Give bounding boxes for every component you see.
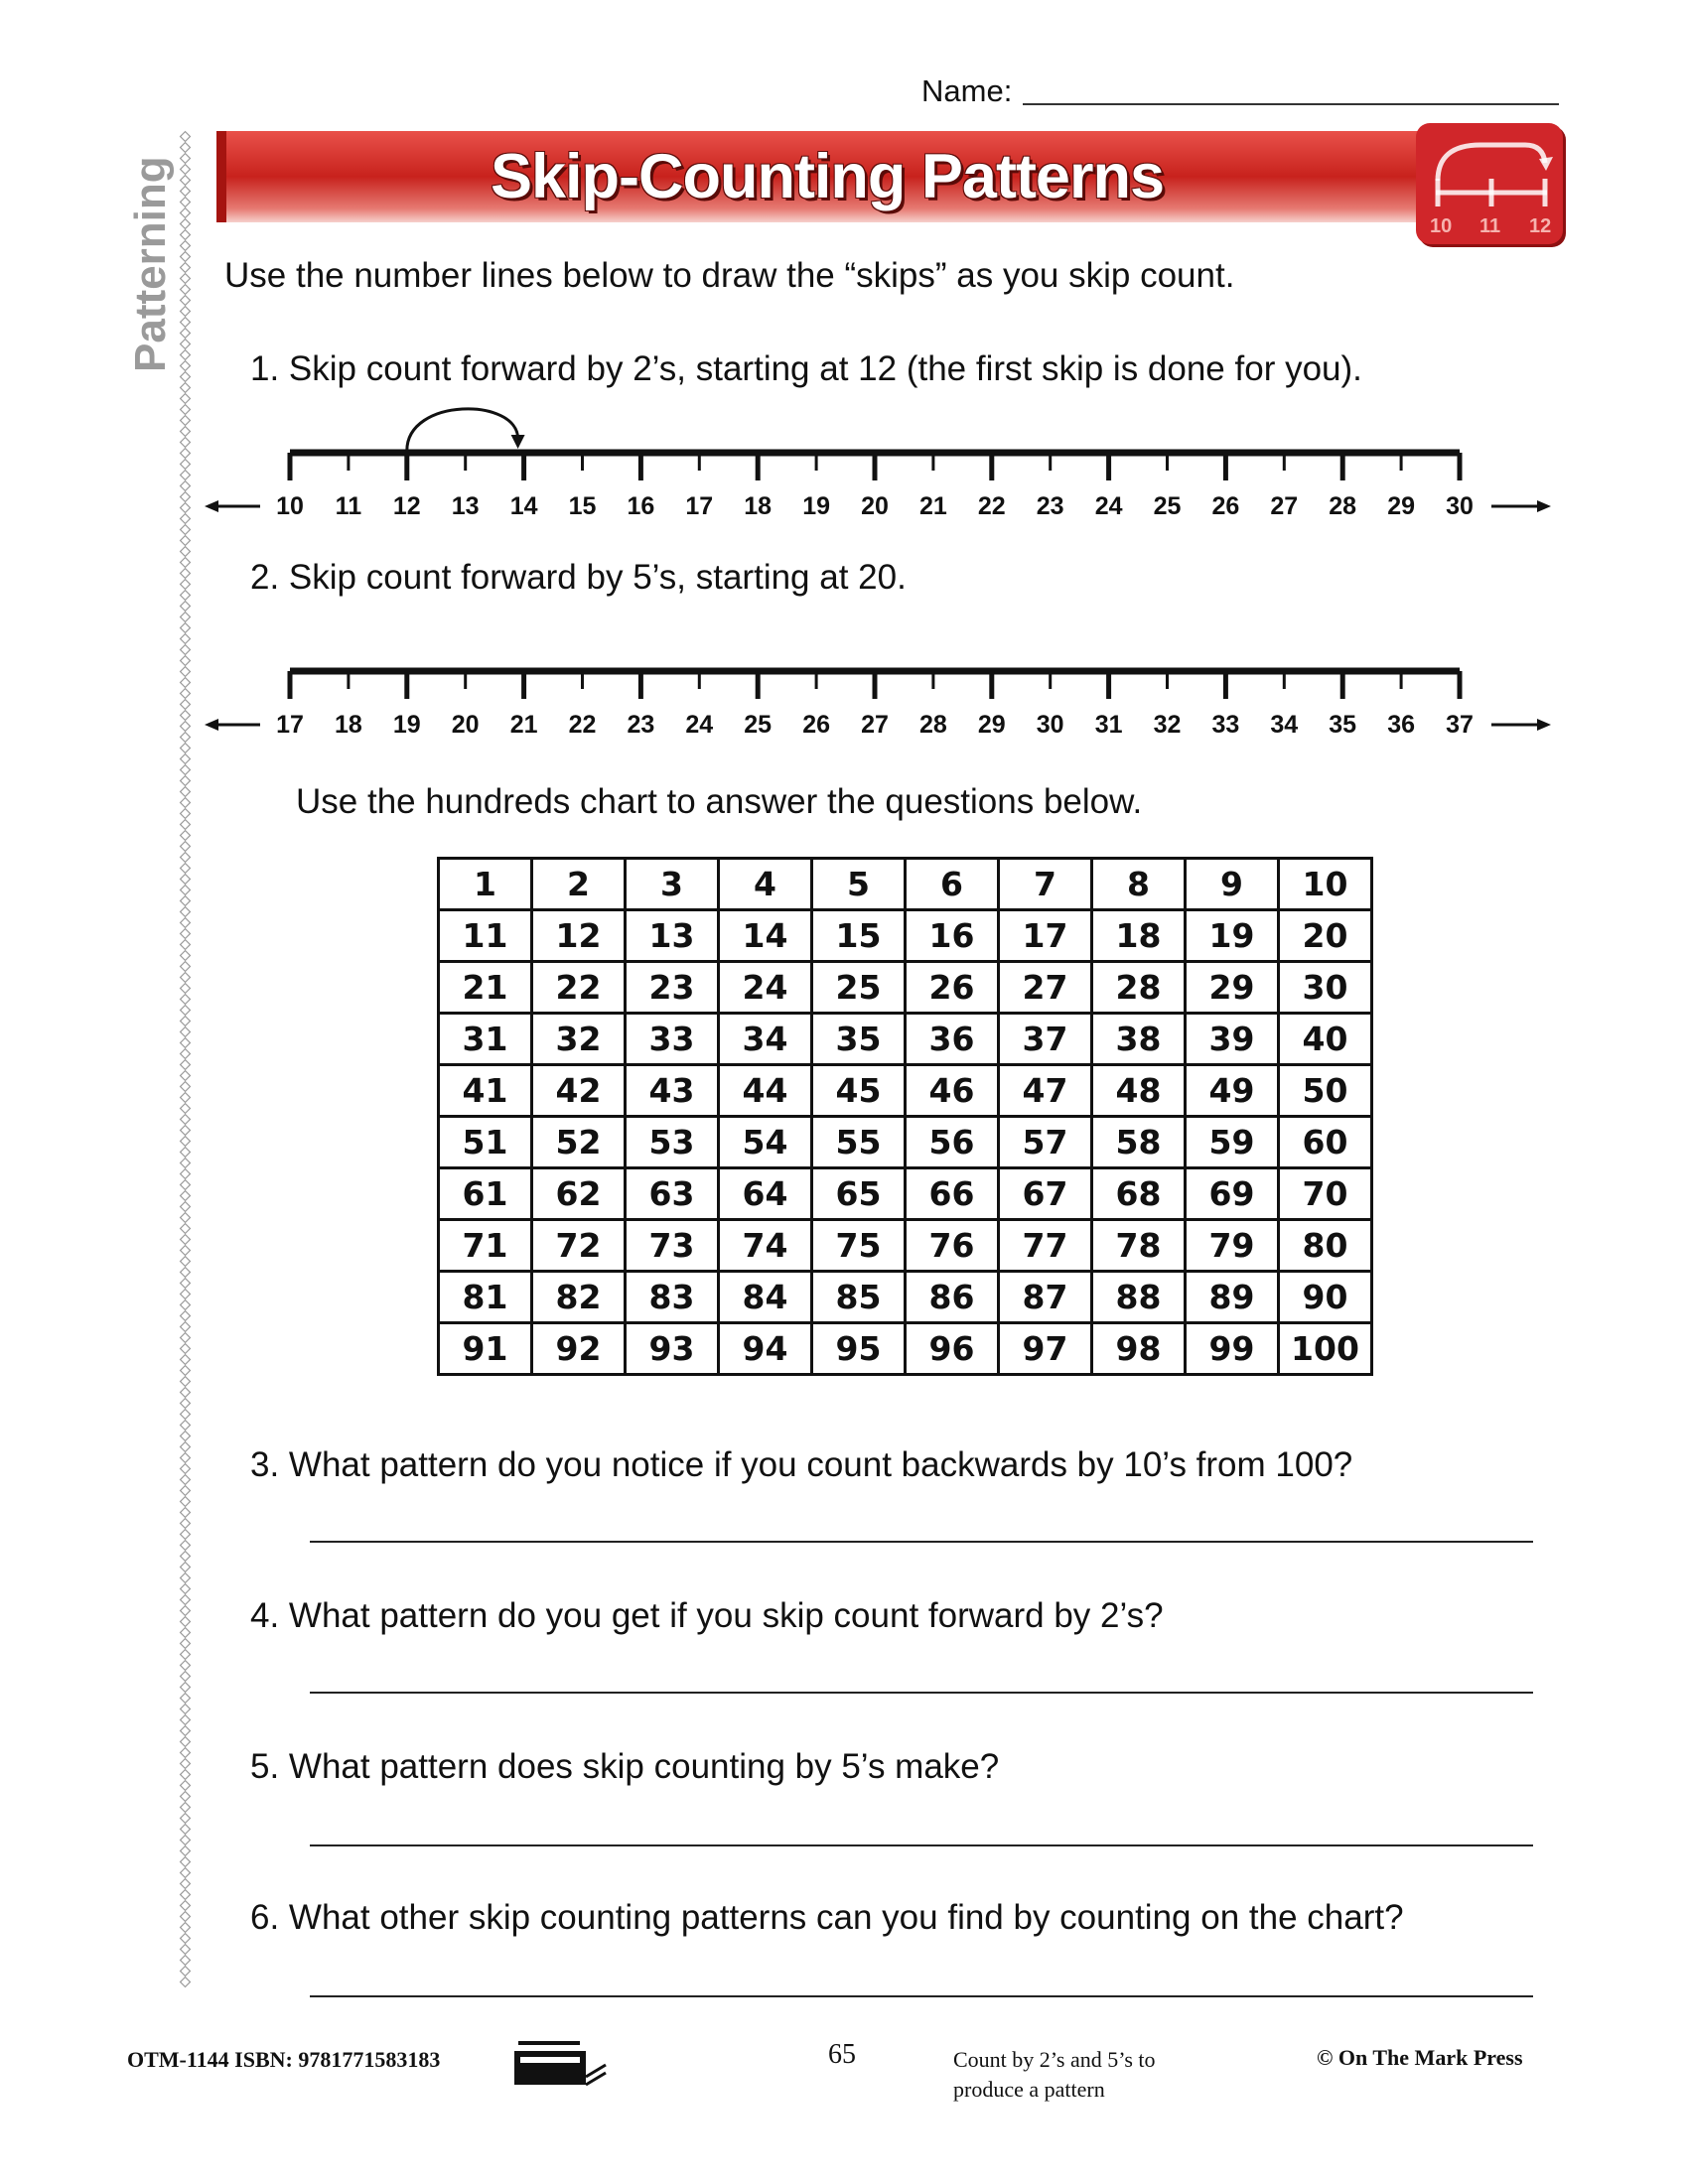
chart-cell[interactable]: 96 [906, 1323, 999, 1375]
number-line-2-tick-label: 21 [509, 711, 538, 739]
chart-cell[interactable]: 82 [532, 1272, 626, 1323]
chart-cell[interactable]: 39 [1186, 1014, 1279, 1065]
chart-row [439, 1117, 1372, 1168]
chart-cell[interactable]: 52 [532, 1117, 626, 1168]
number-line-2-tick-label: 25 [744, 711, 773, 739]
copier-icon [510, 2035, 610, 2100]
chart-cell[interactable]: 69 [1186, 1168, 1279, 1220]
chart-row [439, 1220, 1372, 1272]
number-line-1-tick-label: 23 [1036, 492, 1064, 520]
left-arrow-icon [205, 500, 260, 512]
name-field-line[interactable] [1023, 103, 1559, 105]
chart-cell[interactable]: 18 [1092, 910, 1186, 962]
number-line-1-tick-label: 15 [568, 492, 597, 520]
page-number: 65 [828, 2039, 856, 2070]
chart-cell[interactable]: 37 [999, 1014, 1092, 1065]
chart-cell[interactable]: 67 [999, 1168, 1092, 1220]
objective-line-1: Count by 2’s and 5’s to [953, 2047, 1156, 2072]
number-line-1-tick-label: 11 [335, 492, 362, 520]
number-line-1-tick-label: 16 [627, 492, 655, 520]
chart-cell[interactable]: 45 [812, 1065, 906, 1117]
chart-cell[interactable]: 57 [999, 1117, 1092, 1168]
answer-line-4[interactable] [310, 1692, 1533, 1694]
question-6: 6. What other skip counting patterns can you find by counting on the chart? [250, 1898, 1404, 1937]
chart-cell[interactable]: 16 [906, 910, 999, 962]
chart-cell[interactable]: 46 [906, 1065, 999, 1117]
chart-cell[interactable]: 22 [532, 962, 626, 1014]
chart-cell[interactable]: 33 [626, 1014, 719, 1065]
chart-cell[interactable]: 1 [439, 859, 532, 910]
chart-cell[interactable]: 77 [999, 1220, 1092, 1272]
chart-cell[interactable]: 78 [1092, 1220, 1186, 1272]
chart-cell[interactable]: 65 [812, 1168, 906, 1220]
number-line-2-tick-label: 34 [1270, 711, 1299, 739]
chart-cell[interactable]: 74 [719, 1220, 812, 1272]
chart-cell[interactable]: 53 [626, 1117, 719, 1168]
chart-cell[interactable]: 48 [1092, 1065, 1186, 1117]
number-line-1-tick-label: 12 [392, 492, 421, 520]
chart-cell[interactable]: 71 [439, 1220, 532, 1272]
hundreds-chart [437, 857, 1373, 1376]
number-line-1-tick-label: 13 [451, 492, 480, 520]
chart-cell[interactable]: 85 [812, 1272, 906, 1323]
chart-cell[interactable]: 30 [1279, 962, 1372, 1014]
number-line-1-tick-label: 17 [685, 492, 714, 520]
chart-cell[interactable]: 24 [719, 962, 812, 1014]
number-line-2-tick-label: 28 [918, 711, 947, 739]
chart-cell[interactable]: 80 [1279, 1220, 1372, 1272]
chart-cell[interactable]: 12 [532, 910, 626, 962]
number-line-1-tick-label: 14 [509, 492, 538, 520]
chart-cell[interactable]: 89 [1186, 1272, 1279, 1323]
decorative-chain-border [177, 127, 197, 1993]
chart-cell[interactable]: 72 [532, 1220, 626, 1272]
chart-cell[interactable]: 38 [1092, 1014, 1186, 1065]
number-line-2-tick-label: 20 [451, 711, 480, 739]
right-arrow-icon [1491, 719, 1551, 731]
chart-cell[interactable]: 60 [1279, 1117, 1372, 1168]
chart-cell[interactable]: 90 [1279, 1272, 1372, 1323]
number-line-2[interactable] [199, 655, 1559, 754]
chart-cell[interactable]: 51 [439, 1117, 532, 1168]
number-line-icon [1416, 123, 1563, 244]
answer-line-5[interactable] [310, 1844, 1533, 1846]
chart-cell[interactable]: 4 [719, 859, 812, 910]
chart-cell[interactable]: 92 [532, 1323, 626, 1375]
example-skip-arc [407, 409, 525, 451]
chart-cell[interactable]: 28 [1092, 962, 1186, 1014]
chart-cell[interactable]: 6 [906, 859, 999, 910]
chart-row [439, 1272, 1372, 1323]
chart-cell[interactable]: 91 [439, 1323, 532, 1375]
chart-cell[interactable]: 73 [626, 1220, 719, 1272]
chart-row [439, 910, 1372, 962]
chart-cell[interactable]: 17 [999, 910, 1092, 962]
number-line-1-svg [199, 397, 1559, 536]
copyright: © On The Mark Press [1317, 2045, 1523, 2070]
chart-cell[interactable]: 79 [1186, 1220, 1279, 1272]
chart-cell[interactable]: 98 [1092, 1323, 1186, 1375]
question-2: 2. Skip count forward by 5’s, starting at 20. [250, 558, 907, 597]
chart-cell[interactable]: 54 [719, 1117, 812, 1168]
side-label-text: Patterning [126, 156, 175, 372]
chart-cell[interactable]: 84 [719, 1272, 812, 1323]
chart-cell[interactable]: 68 [1092, 1168, 1186, 1220]
chart-cell[interactable]: 42 [532, 1065, 626, 1117]
objective-line-2: produce a pattern [953, 2077, 1105, 2102]
number-line-2-tick-label: 22 [568, 711, 597, 739]
chart-cell[interactable]: 64 [719, 1168, 812, 1220]
chart-cell[interactable]: 3 [626, 859, 719, 910]
number-line-1-tick-label: 25 [1153, 492, 1182, 520]
chart-cell[interactable]: 14 [719, 910, 812, 962]
number-line-2-tick-label: 37 [1446, 711, 1474, 739]
number-line-1-tick-label: 29 [1387, 492, 1416, 520]
number-line-2-tick-label: 29 [977, 711, 1006, 739]
number-line-2-tick-label: 32 [1153, 711, 1182, 739]
chart-cell[interactable]: 43 [626, 1065, 719, 1117]
chart-cell[interactable]: 83 [626, 1272, 719, 1323]
number-line-2-tick-label: 17 [276, 711, 304, 739]
icon-number-3: 12 [1529, 215, 1552, 237]
right-arrow-icon [1491, 500, 1551, 512]
chart-cell[interactable]: 81 [439, 1272, 532, 1323]
chart-cell[interactable]: 70 [1279, 1168, 1372, 1220]
chart-cell[interactable]: 19 [1186, 910, 1279, 962]
number-line-1-tick-label: 21 [918, 492, 947, 520]
chart-cell[interactable]: 50 [1279, 1065, 1372, 1117]
question-5: 5. What pattern does skip counting by 5’s make? [250, 1747, 1000, 1786]
number-line-2-tick-label: 23 [627, 711, 655, 739]
chart-cell[interactable]: 95 [812, 1323, 906, 1375]
chart-cell[interactable]: 58 [1092, 1117, 1186, 1168]
chart-cell[interactable]: 59 [1186, 1117, 1279, 1168]
chart-cell[interactable]: 66 [906, 1168, 999, 1220]
number-line-1-tick-label: 26 [1211, 492, 1240, 520]
chart-row [439, 1065, 1372, 1117]
chart-cell[interactable]: 27 [999, 962, 1092, 1014]
number-line-1[interactable] [199, 397, 1559, 536]
chart-cell[interactable]: 41 [439, 1065, 532, 1117]
chart-cell[interactable]: 23 [626, 962, 719, 1014]
chart-cell[interactable]: 88 [1092, 1272, 1186, 1323]
number-line-2-tick-label: 31 [1094, 711, 1123, 739]
number-line-1-tick-label: 27 [1270, 492, 1299, 520]
number-line-2-tick-label: 33 [1211, 711, 1240, 739]
chart-cell[interactable]: 31 [439, 1014, 532, 1065]
number-line-1-tick-label: 28 [1329, 492, 1357, 520]
icon-number-2: 11 [1479, 215, 1501, 237]
question-4: 4. What pattern do you get if you skip count forward by 2’s? [250, 1596, 1164, 1635]
chart-row [439, 859, 1372, 910]
chart-cell[interactable]: 100 [1279, 1323, 1372, 1375]
chart-cell[interactable]: 8 [1092, 859, 1186, 910]
number-line-2-svg [199, 655, 1559, 754]
footer-code: OTM-1144 ISBN: 9781771583183 [127, 2047, 441, 2072]
number-line-1-tick-label: 24 [1094, 492, 1123, 520]
answer-line-6[interactable] [310, 1995, 1533, 1997]
number-line-1-tick-label: 19 [802, 492, 831, 520]
chart-cell[interactable]: 62 [532, 1168, 626, 1220]
number-line-1-tick-label: 10 [276, 492, 304, 520]
chart-cell[interactable]: 25 [812, 962, 906, 1014]
chart-cell[interactable]: 56 [906, 1117, 999, 1168]
chart-row [439, 1014, 1372, 1065]
chart-cell[interactable]: 63 [626, 1168, 719, 1220]
title-banner [216, 123, 1557, 230]
question-1: 1. Skip count forward by 2’s, starting at 12 (the first skip is done for you). [250, 349, 1362, 388]
chart-cell[interactable]: 15 [812, 910, 906, 962]
answer-line-3[interactable] [310, 1541, 1533, 1543]
chart-cell[interactable]: 2 [532, 859, 626, 910]
number-line-instructions: Use the number lines below to draw the “skips” as you skip count. [224, 256, 1235, 295]
chart-cell[interactable]: 86 [906, 1272, 999, 1323]
chart-cell[interactable]: 40 [1279, 1014, 1372, 1065]
chart-cell[interactable]: 87 [999, 1272, 1092, 1323]
chart-cell[interactable]: 21 [439, 962, 532, 1014]
chart-cell[interactable]: 94 [719, 1323, 812, 1375]
chart-cell[interactable]: 97 [999, 1323, 1092, 1375]
chart-cell[interactable]: 55 [812, 1117, 906, 1168]
page-title: Skip-Counting Patterns [490, 142, 1164, 211]
chart-cell[interactable]: 75 [812, 1220, 906, 1272]
number-line-2-tick-label: 18 [334, 711, 362, 739]
chart-cell[interactable]: 7 [999, 859, 1092, 910]
chart-row [439, 1323, 1372, 1375]
number-line-1-tick-label: 18 [744, 492, 773, 520]
chart-cell[interactable]: 76 [906, 1220, 999, 1272]
number-line-2-tick-label: 30 [1036, 711, 1064, 739]
number-line-1-tick-label: 30 [1446, 492, 1474, 520]
name-label: Name: [921, 73, 1013, 108]
number-line-2-tick-label: 27 [861, 711, 889, 739]
chart-cell[interactable]: 49 [1186, 1065, 1279, 1117]
chart-cell[interactable]: 11 [439, 910, 532, 962]
left-arrow-icon [205, 719, 260, 731]
chart-cell[interactable]: 26 [906, 962, 999, 1014]
number-line-2-tick-label: 19 [392, 711, 421, 739]
chart-cell[interactable]: 34 [719, 1014, 812, 1065]
chart-row [439, 962, 1372, 1014]
chart-cell[interactable]: 5 [812, 859, 906, 910]
chart-instructions: Use the hundreds chart to answer the questions below. [296, 782, 1143, 821]
chart-cell[interactable]: 29 [1186, 962, 1279, 1014]
number-line-2-tick-label: 35 [1329, 711, 1357, 739]
number-line-2-tick-label: 24 [685, 711, 714, 739]
chart-cell[interactable]: 9 [1186, 859, 1279, 910]
chart-cell[interactable]: 47 [999, 1065, 1092, 1117]
side-label [117, 139, 177, 377]
chart-cell[interactable]: 10 [1279, 859, 1372, 910]
chart-row [439, 1168, 1372, 1220]
chart-cell[interactable]: 13 [626, 910, 719, 962]
chart-cell[interactable]: 44 [719, 1065, 812, 1117]
chart-cell[interactable]: 35 [812, 1014, 906, 1065]
chart-cell[interactable]: 61 [439, 1168, 532, 1220]
number-line-2-tick-label: 26 [802, 711, 831, 739]
chart-cell[interactable]: 36 [906, 1014, 999, 1065]
number-line-2-tick-label: 36 [1387, 711, 1416, 739]
icon-number-1: 10 [1430, 215, 1453, 237]
chart-cell[interactable]: 93 [626, 1323, 719, 1375]
chart-cell[interactable]: 32 [532, 1014, 626, 1065]
question-3: 3. What pattern do you notice if you count backwards by 10’s from 100? [250, 1445, 1353, 1484]
chart-cell[interactable]: 20 [1279, 910, 1372, 962]
number-line-1-tick-label: 20 [861, 492, 889, 520]
chart-cell[interactable]: 99 [1186, 1323, 1279, 1375]
number-line-1-tick-label: 22 [977, 492, 1006, 520]
